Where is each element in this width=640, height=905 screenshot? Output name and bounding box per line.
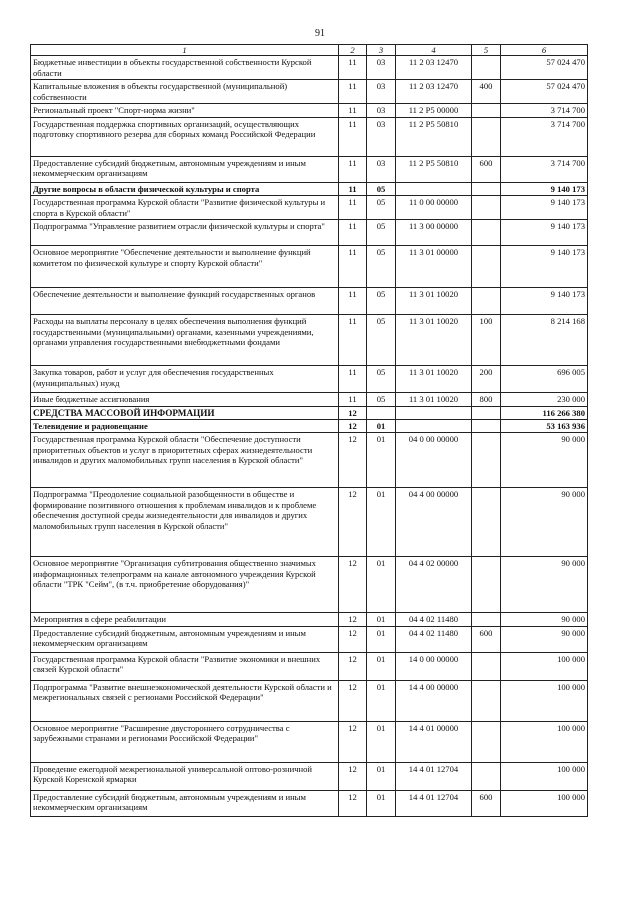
- row-section-code: 11: [339, 196, 367, 220]
- table-row: [31, 652, 588, 680]
- table-row: [31, 288, 588, 315]
- row-section-code: 12: [339, 626, 367, 652]
- row-subsection-code: 03: [367, 117, 396, 156]
- row-description: Мероприятия в сфере реабилитации: [31, 613, 339, 626]
- row-section-code: 11: [339, 117, 367, 156]
- row-section-code: 11: [339, 56, 367, 80]
- table-row: [31, 790, 588, 816]
- row-description: Основное мероприятие "Расширение двустороннего сотрудничества с зарубежными странами и регионами Российской Федерации": [31, 721, 339, 762]
- row-amount: 230 000: [501, 393, 588, 406]
- row-amount: 90 000: [501, 557, 588, 613]
- row-section-code: 12: [339, 652, 367, 680]
- row-subsection-code: 03: [367, 80, 396, 104]
- row-subsection-code: 05: [367, 246, 396, 288]
- row-description: Телевидение и радиовещание: [31, 420, 339, 433]
- row-subsection-code: 05: [367, 288, 396, 315]
- row-description: Другие вопросы в области физической культуры и спорта: [31, 182, 339, 195]
- row-subsection-code: 01: [367, 613, 396, 626]
- row-target-article-code: 14 4 01 00000: [396, 721, 472, 762]
- row-expense-type-code: [472, 104, 501, 117]
- row-amount: 90 000: [501, 433, 588, 488]
- row-section-code: 12: [339, 721, 367, 762]
- row-expense-type-code: 200: [472, 366, 501, 393]
- row-amount: 3 714 700: [501, 104, 588, 117]
- row-expense-type-code: [472, 182, 501, 195]
- row-subsection-code: 01: [367, 790, 396, 816]
- row-target-article-code: 11 0 00 00000: [396, 196, 472, 220]
- row-section-code: 11: [339, 315, 367, 366]
- column-header: 6: [501, 45, 588, 56]
- row-subsection-code: 05: [367, 182, 396, 195]
- row-description: Обеспечение деятельности и выполнение функций государственных органов: [31, 288, 339, 315]
- row-section-code: 12: [339, 613, 367, 626]
- row-amount: 3 714 700: [501, 156, 588, 182]
- row-description: Подпрограмма "Развитие внешнеэкономической деятельности Курской области и межрегиональных связей с регионами Российской Федерации": [31, 680, 339, 721]
- row-amount: 100 000: [501, 680, 588, 721]
- row-amount: 9 140 173: [501, 182, 588, 195]
- row-target-article-code: 11 3 01 00000: [396, 246, 472, 288]
- row-target-article-code: 04 4 02 00000: [396, 557, 472, 613]
- row-section-code: 11: [339, 156, 367, 182]
- row-expense-type-code: 100: [472, 315, 501, 366]
- row-expense-type-code: [472, 220, 501, 246]
- row-description: Предоставление субсидий бюджетным, автономным учреждениям и иным некоммерческим организациям: [31, 156, 339, 182]
- row-amount: 116 266 380: [501, 406, 588, 419]
- row-subsection-code: 01: [367, 626, 396, 652]
- row-target-article-code: 11 2 P5 50810: [396, 156, 472, 182]
- row-target-article-code: 14 4 00 00000: [396, 680, 472, 721]
- row-expense-type-code: 600: [472, 626, 501, 652]
- table-row: [31, 420, 588, 433]
- row-target-article-code: 04 0 00 00000: [396, 433, 472, 488]
- table-row: [31, 680, 588, 721]
- table-row: [31, 393, 588, 406]
- row-amount: 100 000: [501, 762, 588, 790]
- row-subsection-code: 05: [367, 393, 396, 406]
- row-description: СРЕДСТВА МАССОВОЙ ИНФОРМАЦИИ: [31, 406, 339, 419]
- row-expense-type-code: [472, 288, 501, 315]
- row-subsection-code: 03: [367, 156, 396, 182]
- row-amount: 8 214 168: [501, 315, 588, 366]
- row-description: Государственная программа Курской области "Обеспечение доступности приоритетных объектов и услуг в приоритетных сферах жизнедеятельности инвалидов и других маломобильных групп населения в Курской области": [31, 433, 339, 488]
- row-expense-type-code: [472, 557, 501, 613]
- row-expense-type-code: [472, 613, 501, 626]
- row-subsection-code: 05: [367, 315, 396, 366]
- row-expense-type-code: [472, 652, 501, 680]
- row-section-code: 12: [339, 406, 367, 419]
- row-section-code: 11: [339, 182, 367, 195]
- row-amount: 57 024 470: [501, 80, 588, 104]
- row-target-article-code: 11 3 01 10020: [396, 393, 472, 406]
- table-row: [31, 762, 588, 790]
- row-section-code: 11: [339, 220, 367, 246]
- row-section-code: 12: [339, 433, 367, 488]
- row-expense-type-code: [472, 721, 501, 762]
- row-expense-type-code: [472, 420, 501, 433]
- row-amount: 57 024 470: [501, 56, 588, 80]
- table-row: [31, 366, 588, 393]
- row-target-article-code: 11 3 01 10020: [396, 315, 472, 366]
- page-number: 91: [315, 28, 325, 39]
- row-expense-type-code: [472, 433, 501, 488]
- row-expense-type-code: [472, 762, 501, 790]
- row-description: Региональный проект "Спорт-норма жизни": [31, 104, 339, 117]
- row-amount: 90 000: [501, 613, 588, 626]
- table-row: [31, 182, 588, 195]
- row-target-article-code: 11 2 P5 50810: [396, 117, 472, 156]
- table-row: [31, 406, 588, 419]
- row-description: Государственная поддержка спортивных организаций, осуществляющих подготовку спортивного резерва для сборных команд Российской Федерации: [31, 117, 339, 156]
- row-expense-type-code: [472, 680, 501, 721]
- column-header: 3: [367, 45, 396, 56]
- row-amount: 100 000: [501, 652, 588, 680]
- column-header: 1: [31, 45, 339, 56]
- table-row: [31, 220, 588, 246]
- row-section-code: 11: [339, 80, 367, 104]
- row-target-article-code: 14 0 00 00000: [396, 652, 472, 680]
- table-row: [31, 557, 588, 613]
- row-subsection-code: 03: [367, 104, 396, 117]
- table-row: [31, 104, 588, 117]
- row-section-code: 11: [339, 366, 367, 393]
- row-subsection-code: 01: [367, 762, 396, 790]
- row-expense-type-code: 800: [472, 393, 501, 406]
- row-target-article-code: 14 4 01 12704: [396, 762, 472, 790]
- row-section-code: 12: [339, 420, 367, 433]
- column-header: 5: [472, 45, 501, 56]
- table-row: [31, 721, 588, 762]
- row-description: Основное мероприятие "Обеспечение деятельности и выполнение функций комитетом по физической культуре и спорту Курской области": [31, 246, 339, 288]
- row-description: Основное мероприятие "Организация субтитрования общественно значимых информационных телепрограмм на канале автономного учреждения Курской области "ТРК "Сейм", (в т.ч. приобретение оборудования)": [31, 557, 339, 613]
- row-subsection-code: 01: [367, 557, 396, 613]
- row-description: Подпрограмма "Управление развитием отрасли физической культуры и спорта": [31, 220, 339, 246]
- row-amount: 53 163 936: [501, 420, 588, 433]
- row-subsection-code: 05: [367, 196, 396, 220]
- column-header: 4: [396, 45, 472, 56]
- row-target-article-code: 04 4 02 11480: [396, 613, 472, 626]
- table-row: [31, 196, 588, 220]
- row-amount: 9 140 173: [501, 288, 588, 315]
- row-target-article-code: 11 2 03 12470: [396, 56, 472, 80]
- row-section-code: 12: [339, 557, 367, 613]
- row-target-article-code: 11 2 P5 00000: [396, 104, 472, 117]
- row-target-article-code: 11 2 03 12470: [396, 80, 472, 104]
- row-expense-type-code: [472, 117, 501, 156]
- row-description: Бюджетные инвестиции в объекты государственной собственности Курской области: [31, 56, 339, 80]
- row-target-article-code: 11 3 01 10020: [396, 288, 472, 315]
- row-target-article-code: 11 3 00 00000: [396, 220, 472, 246]
- table-body: [31, 56, 588, 816]
- table-row: [31, 80, 588, 104]
- budget-table: [30, 44, 588, 817]
- row-description: Государственная программа Курской области "Развитие экономики и внешних связей Курской области": [31, 652, 339, 680]
- row-target-article-code: [396, 182, 472, 195]
- row-subsection-code: 01: [367, 488, 396, 557]
- row-description: Предоставление субсидий бюджетным, автономным учреждениям и иным некоммерческим организациям: [31, 790, 339, 816]
- row-expense-type-code: [472, 196, 501, 220]
- row-subsection-code: [367, 406, 396, 419]
- row-description: Расходы на выплаты персоналу в целях обеспечения выполнения функций государственными (муниципальными) органами, казенными учреждениями, органами управления государственными внебюджетными фондами: [31, 315, 339, 366]
- row-subsection-code: 01: [367, 433, 396, 488]
- table-row: [31, 56, 588, 80]
- row-section-code: 12: [339, 762, 367, 790]
- row-expense-type-code: [472, 406, 501, 419]
- row-expense-type-code: 600: [472, 156, 501, 182]
- row-amount: 100 000: [501, 790, 588, 816]
- row-expense-type-code: 600: [472, 790, 501, 816]
- row-amount: 9 140 173: [501, 196, 588, 220]
- row-description: Государственная программа Курской области "Развитие физической культуры и спорта в Курской области": [31, 196, 339, 220]
- row-target-article-code: 14 4 01 12704: [396, 790, 472, 816]
- row-expense-type-code: 400: [472, 80, 501, 104]
- row-section-code: 12: [339, 790, 367, 816]
- row-amount: 100 000: [501, 721, 588, 762]
- row-expense-type-code: [472, 488, 501, 557]
- row-amount: 90 000: [501, 626, 588, 652]
- table-row: [31, 433, 588, 488]
- table-row: [31, 613, 588, 626]
- row-subsection-code: 03: [367, 56, 396, 80]
- row-target-article-code: 04 4 00 00000: [396, 488, 472, 557]
- row-target-article-code: [396, 406, 472, 419]
- row-description: Подпрограмма "Преодоление социальной разобщенности в обществе и формирование позитивного отношения к проблемам инвалидов и к проблеме обеспечения доступной среды жизнедеятельности для инвалидов и других маломобильных групп населения в Курской области": [31, 488, 339, 557]
- row-section-code: 12: [339, 680, 367, 721]
- row-expense-type-code: [472, 56, 501, 80]
- row-section-code: 11: [339, 288, 367, 315]
- row-subsection-code: 05: [367, 366, 396, 393]
- row-amount: 90 000: [501, 488, 588, 557]
- row-amount: 696 005: [501, 366, 588, 393]
- row-target-article-code: 11 3 01 10020: [396, 366, 472, 393]
- table-row: [31, 626, 588, 652]
- table-row: [31, 488, 588, 557]
- row-target-article-code: 04 4 02 11480: [396, 626, 472, 652]
- row-subsection-code: 01: [367, 420, 396, 433]
- row-section-code: 11: [339, 246, 367, 288]
- row-subsection-code: 01: [367, 652, 396, 680]
- row-subsection-code: 01: [367, 680, 396, 721]
- table-row: [31, 156, 588, 182]
- row-description: Закупка товаров, работ и услуг для обеспечения государственных (муниципальных) нужд: [31, 366, 339, 393]
- row-expense-type-code: [472, 246, 501, 288]
- row-section-code: 12: [339, 488, 367, 557]
- table-header-row: [31, 45, 588, 56]
- row-subsection-code: 05: [367, 220, 396, 246]
- row-subsection-code: 01: [367, 721, 396, 762]
- row-amount: 3 714 700: [501, 117, 588, 156]
- row-description: Предоставление субсидий бюджетным, автономным учреждениям и иным некоммерческим организациям: [31, 626, 339, 652]
- column-header: 2: [339, 45, 367, 56]
- row-amount: 9 140 173: [501, 246, 588, 288]
- table-row: [31, 117, 588, 156]
- row-description: Иные бюджетные ассигнования: [31, 393, 339, 406]
- row-section-code: 11: [339, 393, 367, 406]
- table-row: [31, 315, 588, 366]
- row-description: Капитальные вложения в объекты государственной (муниципальной) собственности: [31, 80, 339, 104]
- row-target-article-code: [396, 420, 472, 433]
- table-row: [31, 246, 588, 288]
- row-section-code: 11: [339, 104, 367, 117]
- row-description: Проведение ежегодной межрегиональной универсальной оптово-розничной Курской Коренской ярмарки: [31, 762, 339, 790]
- row-amount: 9 140 173: [501, 220, 588, 246]
